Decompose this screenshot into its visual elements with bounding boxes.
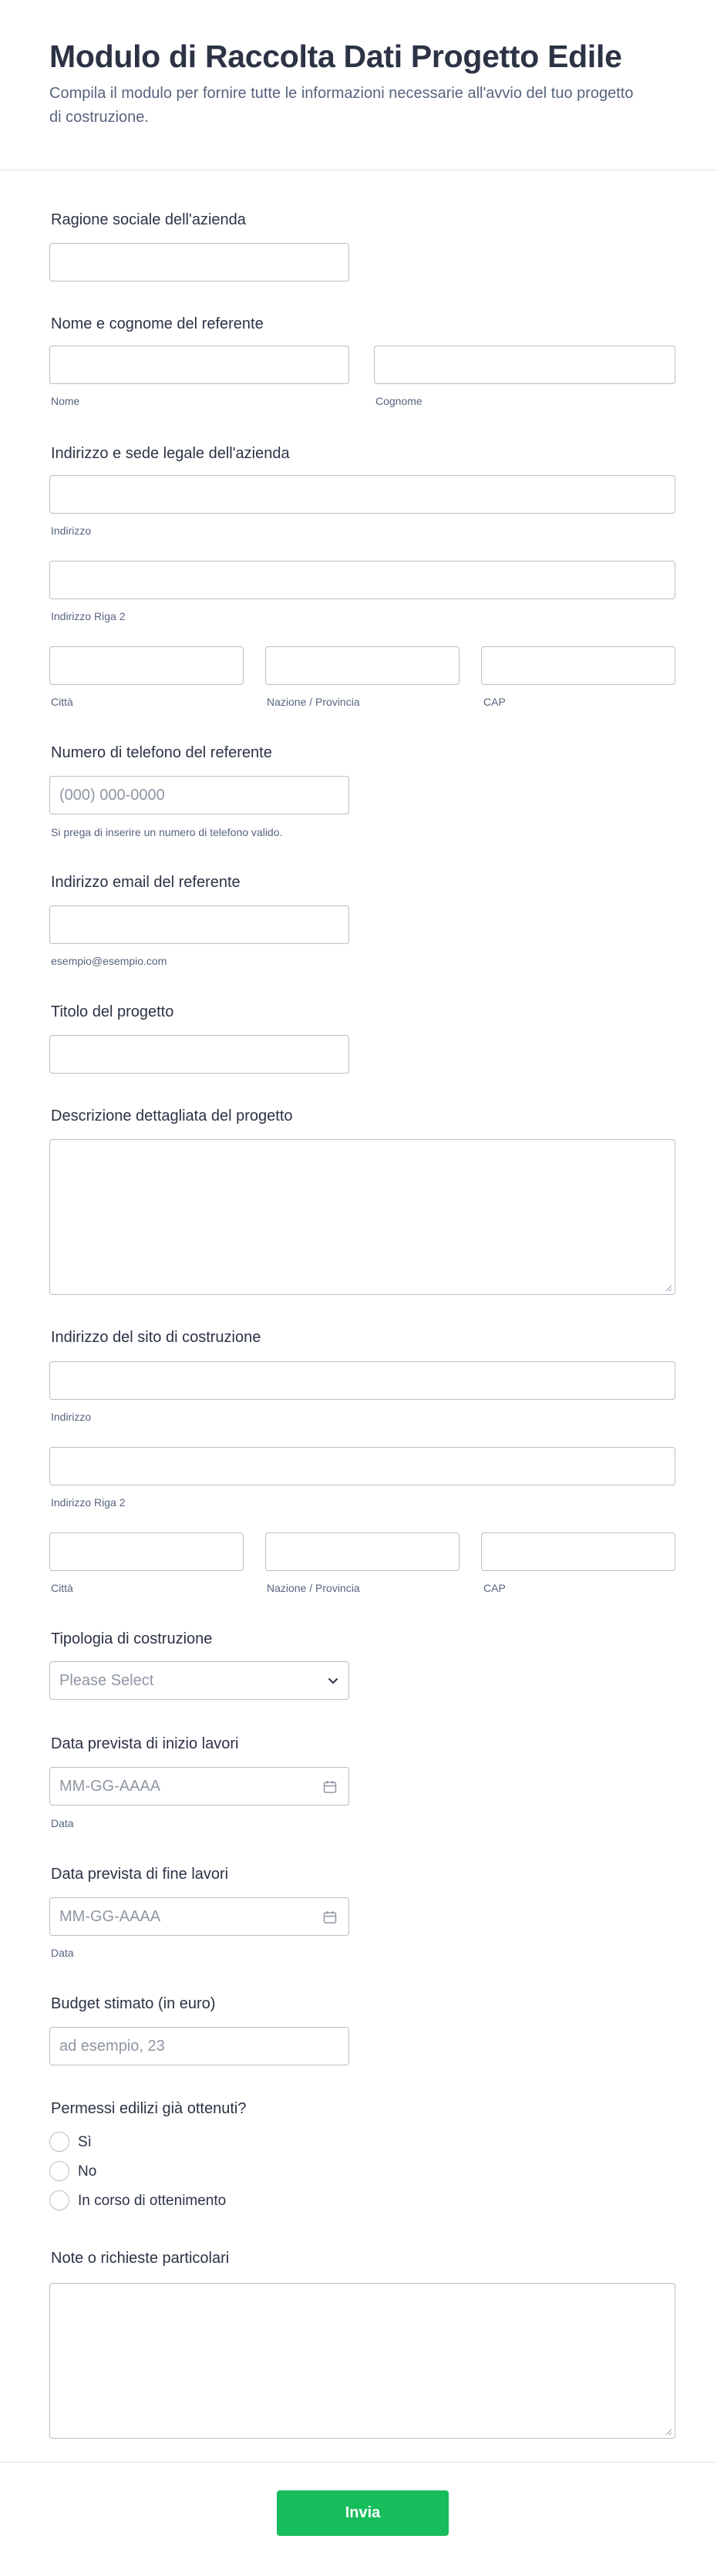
- construction-type-select[interactable]: [49, 1661, 349, 1700]
- contact-name-label: Nome e cognome del referente: [51, 315, 264, 332]
- notes-textarea[interactable]: [49, 2283, 675, 2439]
- notes-label: Note o richieste particolari: [51, 2250, 230, 2267]
- construction-type-selected: Please Select: [59, 1672, 154, 1689]
- phone-label: Numero di telefono del referente: [51, 744, 272, 761]
- company-city-input[interactable]: [49, 646, 244, 685]
- phone-input[interactable]: [49, 776, 349, 814]
- resize-grip-icon[interactable]: [665, 2428, 672, 2436]
- form-subtitle: Compila il modulo per fornire tutte le informazioni necessarie all'avvio del tuo progetto di costruzione.: [49, 85, 634, 126]
- site-address-line1-sublabel: Indirizzo: [51, 1411, 92, 1423]
- start-date-input[interactable]: [49, 1767, 349, 1806]
- end-date-sublabel: Data: [51, 1947, 74, 1959]
- project-description-label: Descrizione dettagliata del progetto: [51, 1108, 293, 1124]
- site-address-line2-input[interactable]: [49, 1447, 675, 1485]
- resize-grip-icon[interactable]: [665, 1284, 672, 1292]
- radio-button[interactable]: [49, 2132, 69, 2152]
- company-state-input[interactable]: [265, 646, 459, 685]
- permits-option-label: Sì: [78, 2134, 92, 2150]
- company-address-line2-sublabel: Indirizzo Riga 2: [51, 610, 126, 622]
- start-date-label: Data prevista di inizio lavori: [51, 1735, 239, 1752]
- company-address-line2-input[interactable]: [49, 561, 675, 599]
- last-name-sublabel: Cognome: [375, 395, 422, 407]
- site-zip-input[interactable]: [481, 1532, 675, 1571]
- calendar-icon[interactable]: [322, 1779, 338, 1795]
- company-name-label: Ragione sociale dell'azienda: [51, 211, 246, 228]
- site-zip-sublabel: CAP: [483, 1582, 506, 1594]
- end-date-input[interactable]: [49, 1897, 349, 1936]
- radio-button[interactable]: [49, 2190, 69, 2210]
- company-address-label: Indirizzo e sede legale dell'azienda: [51, 445, 290, 462]
- submit-button[interactable]: Invia: [277, 2490, 449, 2536]
- email-sublabel: esempio@esempio.com: [51, 955, 167, 967]
- project-title-input[interactable]: [49, 1035, 349, 1074]
- company-name-input[interactable]: [49, 243, 349, 282]
- end-date-label: Data prevista di fine lavori: [51, 1866, 229, 1883]
- permits-option-label: No: [78, 2163, 97, 2180]
- email-label: Indirizzo email del referente: [51, 874, 241, 891]
- end-date-placeholder: MM-GG-AAAA: [59, 1908, 161, 1925]
- company-address-line1-input[interactable]: [49, 475, 675, 514]
- form-header: [0, 0, 717, 170]
- last-name-input[interactable]: [374, 346, 675, 384]
- company-state-sublabel: Nazione / Provincia: [267, 696, 360, 708]
- site-address-line2-sublabel: Indirizzo Riga 2: [51, 1496, 126, 1509]
- site-address-line1-input[interactable]: [49, 1361, 675, 1400]
- form-title: Modulo di Raccolta Dati Progetto Edile: [49, 39, 622, 74]
- phone-help-text: Si prega di inserire un numero di telefono valido.: [51, 826, 283, 838]
- construction-type-label: Tipologia di costruzione: [51, 1630, 213, 1647]
- budget-label: Budget stimato (in euro): [51, 1995, 216, 2012]
- budget-input[interactable]: [49, 2027, 349, 2065]
- site-city-sublabel: Città: [51, 1582, 73, 1594]
- permits-label: Permessi edilizi già ottenuti?: [51, 2100, 247, 2117]
- site-state-input[interactable]: [265, 1532, 459, 1571]
- site-city-input[interactable]: [49, 1532, 244, 1571]
- company-zip-sublabel: CAP: [483, 696, 506, 708]
- start-date-sublabel: Data: [51, 1817, 74, 1829]
- radio-button[interactable]: [49, 2161, 69, 2181]
- project-description-textarea[interactable]: [49, 1139, 675, 1295]
- first-name-input[interactable]: [49, 346, 349, 384]
- calendar-icon[interactable]: [322, 1910, 338, 1925]
- company-zip-input[interactable]: [481, 646, 675, 685]
- company-city-sublabel: Città: [51, 696, 73, 708]
- company-address-line1-sublabel: Indirizzo: [51, 524, 92, 537]
- start-date-placeholder: MM-GG-AAAA: [59, 1778, 161, 1795]
- project-title-label: Titolo del progetto: [51, 1003, 174, 1020]
- permits-option-label: In corso di ottenimento: [78, 2193, 227, 2209]
- chevron-down-icon: [325, 1673, 341, 1688]
- email-input[interactable]: [49, 905, 349, 944]
- site-state-sublabel: Nazione / Provincia: [267, 1582, 360, 1594]
- first-name-sublabel: Nome: [51, 395, 80, 407]
- site-address-label: Indirizzo del sito di costruzione: [51, 1329, 261, 1346]
